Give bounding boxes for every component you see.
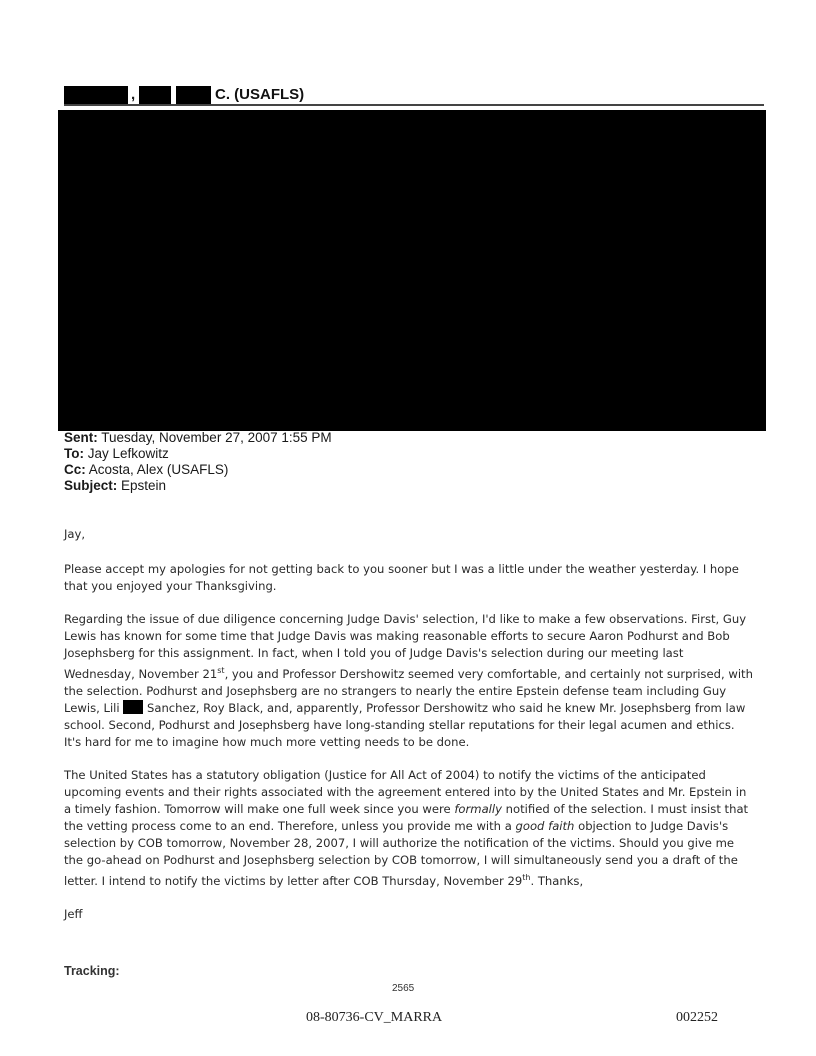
paragraph-2-part-a: Regarding the issue of due diligence concerning Judge Davis' selection, I'd like to make a few observations. First, Guy Lewis has known for some time that Judge Davis was making reasonable efforts to secure Aaron Podhurst and Bob Josephsberg for this assignment. In fact, when I told you of Judge Davis's selection during our meeting last Wednesday, November 21 bbox=[64, 612, 747, 681]
paragraph-1: Please accept my apologies for not getting back to you sooner but I was a little under the weather yesterday. I hope that you enjoyed your Thanksgiving. bbox=[64, 562, 739, 593]
paragraph-2 bbox=[64, 611, 754, 751]
bates-number: 002252 bbox=[676, 1010, 718, 1025]
to-label: To: bbox=[64, 446, 84, 461]
paragraph-3-superscript: th bbox=[522, 872, 531, 882]
page-number: 2565 bbox=[392, 983, 415, 994]
paragraph-3 bbox=[64, 767, 754, 890]
header-comma: , bbox=[131, 86, 136, 103]
subject-value: Epstein bbox=[121, 478, 167, 493]
paragraph-3-part-d: . Thanks, bbox=[530, 873, 584, 888]
redaction-inline-name bbox=[123, 700, 143, 714]
paragraph-2-part-b: , you and Professor Dershowitz seemed very comfortable, and certainly not surprised, with the selection. Podhurst and Josephsberg are no strangers to nearly the entire Epstein defense team including Guy Lewis, Lili bbox=[64, 666, 753, 715]
sent-label: Sent: bbox=[64, 430, 98, 445]
redaction-header-name-2 bbox=[139, 86, 171, 104]
header-divider bbox=[64, 104, 764, 106]
redaction-header-name-3 bbox=[176, 86, 211, 104]
email-body bbox=[64, 526, 754, 939]
case-number: 08-80736-CV_MARRA bbox=[306, 1010, 443, 1025]
paragraph-2-part-c: Sanchez, Roy Black, and, apparently, Professor Dershowitz who said he knew Mr. Josephsberg from law school. Second, Podhurst and Josephsberg have long-standing stellar reputations for their legal acumen and ethics. It's hard for me to imagine how much more vetting needs to be done. bbox=[64, 700, 746, 749]
paragraph-3-part-b: notified of the selection. I must insist that the vetting process come to an end. Therefore, unless you provide me with a bbox=[64, 801, 749, 833]
signature: Jeff bbox=[64, 906, 83, 921]
paragraph-3-emphasis-formally: formally bbox=[454, 801, 502, 816]
header-name-suffix: C. (USAFLS) bbox=[215, 86, 305, 103]
paragraph-3-part-c: objection to Judge Davis's selection by COB tomorrow, November 28, 2007, I will authorize the notification of the victims. Should you give me the go-ahead on Podhurst and Josephsberg selection by COB tomorrow, I will simultaneously send you a draft of the letter. I intend to notify the victims by letter after COB Thursday, November 29 bbox=[64, 818, 738, 888]
sent-line bbox=[64, 430, 332, 446]
to-line bbox=[64, 446, 169, 462]
redaction-block-main bbox=[58, 110, 766, 431]
redaction-header-name-1 bbox=[64, 86, 128, 104]
cc-label: Cc: bbox=[64, 462, 86, 477]
subject-label: Subject: bbox=[64, 478, 118, 493]
to-value: Jay Lefkowitz bbox=[87, 446, 169, 461]
sent-value: Tuesday, November 27, 2007 1:55 PM bbox=[101, 430, 332, 445]
paragraph-3-part-a: The United States has a statutory obligation (Justice for All Act of 2004) to notify the victims of the anticipated upcoming events and their rights associated with the agreement entered into by the United States and Mr. Epstein in a timely fashion. Tomorrow will make one full week since you were bbox=[64, 767, 747, 816]
paragraph-3-emphasis-good-faith: good faith bbox=[515, 818, 575, 833]
paragraph-2-superscript: st bbox=[217, 666, 225, 675]
cc-line bbox=[64, 462, 228, 478]
tracking-label: Tracking: bbox=[64, 964, 120, 978]
cc-value: Acosta, Alex (USAFLS) bbox=[88, 462, 229, 477]
greeting: Jay, bbox=[64, 527, 86, 541]
subject-line bbox=[64, 478, 166, 494]
